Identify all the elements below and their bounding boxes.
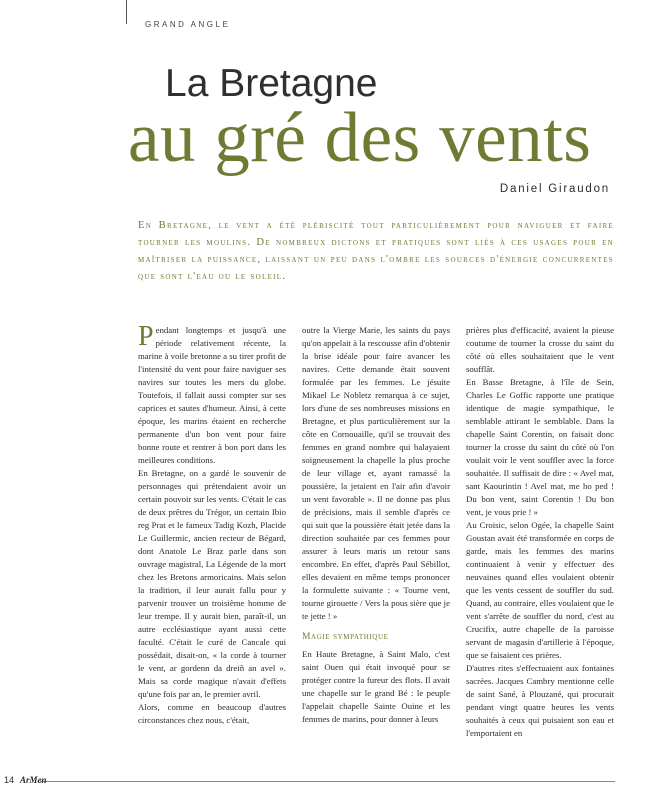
paragraph: Alors, comme en beaucoup d'autres circonstances chez nous, c'était,	[138, 702, 286, 725]
paragraph: En Basse Bretagne, à l'île de Sein, Charles Le Goffic rapporte une pratique identique de magie sympathique, le semblable attirant le semblable. Dans la chapelle Saint Corentin, on faisait donc tourner la crosse du saint du côté où l'on voulait voir le vent souffler avec la force souhaitée. Il suffisait de dire : « Avel mat, sant Kaourintin ! Avel mat, me ho ped ! Du bon vent, saint Corentin ! Du bon vent, je vous prie ! »	[466, 377, 614, 517]
title-line-1: La Bretagne	[165, 62, 378, 105]
author-name: Daniel Giraudon	[499, 183, 610, 195]
dropcap: P	[138, 321, 154, 352]
column-3	[466, 324, 614, 772]
footer-rule	[40, 781, 615, 782]
subheading: Magie sympathique	[302, 632, 389, 642]
section-label: GRAND ANGLE	[145, 20, 231, 29]
paragraph: En Haute Bretagne, à Saint Malo, c'est saint Ouen qui était invoqué pour se protéger contre la fureur des flots. Il avait une chapelle sur le grand Bé : le peuple l'appelait chapelle Sainte Ouine et les femmes de marins, pour donner à leurs	[302, 649, 450, 724]
column-2	[302, 324, 450, 772]
header-rule	[126, 0, 127, 24]
page-number: 14	[4, 775, 15, 785]
paragraph: prières plus d'efficacité, avaient la pieuse coutume de tourner la crosse du saint du côté où elles souhaitaient que le vent soufflât.	[466, 325, 614, 374]
title-line-2: au gré des vents	[128, 99, 592, 177]
paragraph: endant longtemps et jusqu'à une période relativement récente, la marine à voile bretonne a su tirer profit de l'intensité du vent pour faire naviguer ses navires sur toutes les mers du globe. Toutefois, il fallait aussi compter sur ses caprices et sautes d'humeur. Ainsi, à cette époque, les marins étaient en recherche permanente d'un bon vent pour faire bonne route et rentrer à bon port dans les meilleures conditions.	[138, 325, 286, 465]
paragraph: En Bretagne, on a gardé le souvenir de personnages qui prétendaient avoir un certain pouvoir sur les vents. C'était le cas de deux prêtres du Trégor, un certain Ibio reg Prat et le fameux Tadig Kozh, Placide Le Guillermic, ancien recteur de Bégard, dont Anatole Le Braz parle dans son ouvrage magistral, La Légende de la mort chez les Bretons armoricains. Mais selon la tradition, il leur aurait fallu pour y parvenir trouver un troisième homme de leur trempe. Il y aurait bien, paraît-il, un autre ecclésiastique ayant aussi cette faculté. C'était le curé de Cancale qui possédait, disait-on, « la corde à tourner le vent, ar gordenn da dreiñ an avel ». Mais sa corde magique n'avait d'effets qu'une fois par an, le premier avril.	[138, 468, 286, 699]
paragraph: outre la Vierge Marie, les saints du pays qu'on appelait à la rescousse afin d'obtenir la brise idéale pour faire avancer les navires. Cette demande était souvent formulée par les femmes. Le jésuite Mikael Le Nobletz remarqua à ce sujet, lors d'une de ses nombreuses missions en Bretagne, et plus particulièrement sur la côte en Cornouaille, qu'il se trouvait des femmes en grand nombre qui balayaient soigneusement la chapelle la plus proche de leur village et, ayant ramassé la poussière, la jetaient en l'air afin d'avoir un vent favorable ». Il ne donne pas plus de précisions, mais il semble d'après ce qui suit que la poussière était jetée dans la direction souhaitée par ces femmes pour assurer à leurs maris un retour sans encombre. En effet, d'après Paul Sébillot, elles devaient en même temps prononcer la formulette suivante : « Tourne vent, tourne girouette / Vers la pous sière que je te jette ! »	[302, 325, 450, 621]
article-body	[138, 321, 614, 772]
magazine-name: ArMen	[20, 775, 47, 785]
paragraph: D'autres rites s'effectuaient aux fontaines sacrées. Jacques Cambry mentionne celle de saint Sané, à Plouzané, qui procurait pendant vingt quatre heures les vents souhaités à ceux qui puisaient son eau et l'emportaient en	[466, 663, 614, 738]
intro-paragraph: En Bretagne, le vent a été plébiscité tout particulièrement pour naviguer et faire tourner les moulins. De nombreux dictons et pratiques sont liés à ces usages pour en maîtriser la puissance, laissant un peu dans l'ombre les sources d'énergie concurrentes que sont l'eau ou le soleil.	[138, 220, 614, 282]
column-1	[138, 321, 286, 772]
paragraph: Au Croisic, selon Ogée, la chapelle Saint Goustan avait été transformée en corps de garde, mais les femmes des marins continuaient à venir y effectuer des neuvaines quand elles voulaient obtenir que les vents cessent de souffler du sud. Quand, au contraire, elles voulaient que le vent s'arrête de souffler du nord, c'est au Crucifix, autre chapelle de la paroisse servant de magasin d'artillerie à l'époque, que se faisaient ces prières.	[466, 520, 614, 660]
